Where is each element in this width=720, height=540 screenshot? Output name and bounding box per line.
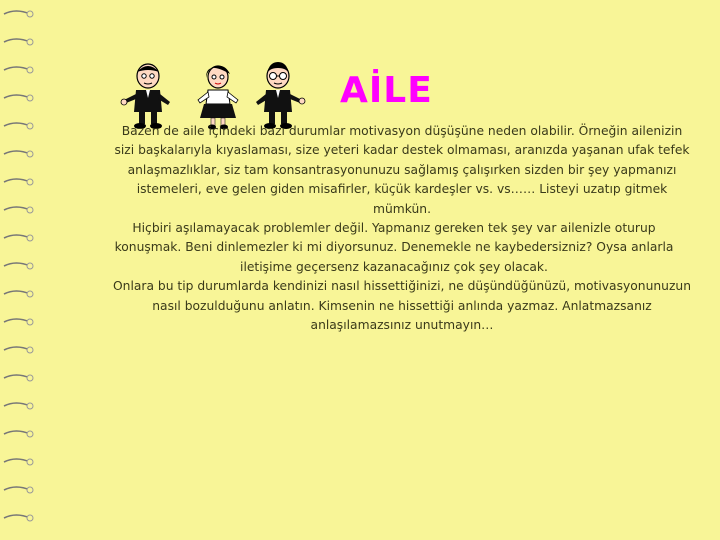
slide-title: AİLE	[340, 70, 433, 111]
paragraph-3: Onlara bu tip durumlarda kendinizi nasıl hissettiğinizi, ne düşündüğünüzü, motivasyonunuzun nasıl bozulduğunu anlatın. Kimsenin ne hissettiği anlında yazmaz. Anlatmazsanız anlaşılamazsınız unutmayın…	[112, 279, 692, 333]
slide-body	[112, 122, 692, 335]
paragraph-2: Hiçbiri aşılamayacak problemler değil. Yapmanız gereken tek şey var ailenizle oturup konuşmak. Beni dinlemezler ki mi diyorsunuz. Denemekle ne kaybedersizniz? Oysa anlarla iletişime geçersenz kazanacağınız çok şey olacak.	[114, 221, 674, 274]
spiral-binding-icon	[0, 0, 36, 540]
paragraph-1: Bazen de aile içindeki bazı durumlar motivasyon düşüşüne neden olabilir. Örneğin ailenizin sizi başkalarıyla kıyaslaması, size yeteri kadar destek olmaması, aranızda yaşanan ufak tefek anlaşmazlıklar, siz tam konsantrasyonunuzu sağlamış çalışırken sizden bir şey yapmanızı istemeleri, eve gelen giden misafirler, küçük kardeşler vs. vs…… Listeyi uzatıp gitmek mümkün.	[114, 124, 690, 216]
